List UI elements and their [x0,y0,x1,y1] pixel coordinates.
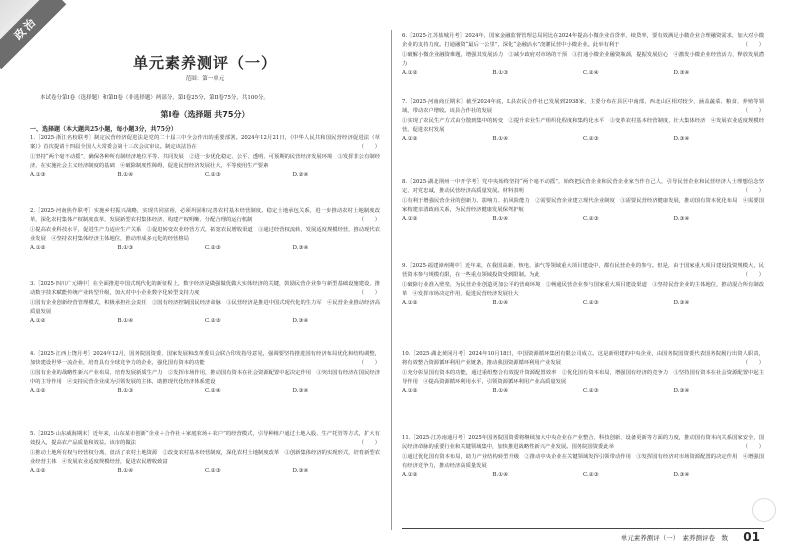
question-1: 1.［2025·浙江名校联考］制定民营经济促进法是党的二十届三中全会作出的重要部署。2024年12月21日，《中华人民共和国民营经济促进法（草案）》首次提请十四届全国人大常委会第十三次会议审议。制定该法旨在 （ ） ①坚持“两个毫不动摇”，确保各种所有制经济地位平等、共同发展 ②进一步优化稳定、公平、透明、可预期的民营经济发展环境 ③发挥非公有制经济，在实施社会主义经济制度的基础 ④破除制度性障碍，促进民营经济发展壮大，平等使用生产要素 A.①③ B.①④ C.②③ D.②④ [30,135,380,179]
question-5: 5.［2025·山东威海期末］近年来，山东某市创新“企业＋合作社＋家庭农场＋农户”的经营模式，引导种植户通过土地入股、生产托管等方式，扩大有效投入，提高农产品质量和效益。该市的做法 （ ） ①推动土地所有权与经营权分离，盘活了农村土地资源 ②改变农村基本经营制度，深化农村土地制度改革 ③创新集体经济的实现形式，培育新型农业经营主体 ④发展农业适度规模经营，促进农民增收致富 A.①② B.①④ C.②③ D.③④ [30,431,380,475]
left-column [30,0,380,556]
watermark-stamp [752,498,776,522]
footer-label: 单元素养测评（一） 素养测评卷 数 [620,534,728,542]
column-divider [391,30,392,530]
question-11: 11.［2025·江苏南通月考］2025年国务院国资委将继续加大中央企业在产业整合、科技创新、设备更新等方面的力度，推动国有资本向关系国家安全、国民经济命脉的重要行业和关键领域集中，加快推进战略性新兴产业发展。国务院国资委此举 （ ） ①通过优化国有资本布局，助力产业结构转型升级 ②推动中央企业在关键领域发挥引领带动作用 ③发挥国有经济对市场资源配置的决定作用 ④增强国有经济竞争力，推动经济高质量发展 A.①② B.①④ C.②③ D.③④ [402,435,764,479]
question-10: 10.［2025·湖北黄冈月考］2024年10月18日，中国资源循环集团有限公司成立。这是新组建的中央企业，由国务院国资委代表国务院履行出资人职责，将有效整合资源循环利用产业链条，推动我国资源循环利用产业发展 （ ） ①充分彰显国有资本的功能，通过重组整合有效提升资源配置效率 ②优化国有资本布局，增强国有经济的竞争力 ③坚持国有资本在社会资源配置中起主导作用 ④提高资源循环利用水平，引领资源循环利用产业高质量发展 A.①② B.①④ C.②③ D.③④ [402,351,764,395]
exam-scope: 范围：第一单元 [185,76,225,82]
question-9: 9.［2025·福建漳州期中］近年来，在我国高新、核电、油气等领域重大项目建设中，都有民营企业的参与。但是，由于国家重大项目建设投资规模大，民营资本参与规模有限，在一些重点领域投资受到限制。为此 （ ） ①破除行业准入壁垒，为民营企业创造更加公平的营商环境 ②畅通民营企业参与国家重大项目建设渠道 ③坚持民营企业的主体地位，推动混合所有制改革 ④发挥市场决定作用，促进民营经济发展壮大 A.①② B.①④ C.②③ D.③④ [402,263,764,307]
question-2: 2.［2025·河南焦作联考］实施乡村振兴战略，实现共同富裕，必须巩固和完善农村基本经营制度。稳定土地承包关系，进一步推动农村土地制度改革，深化农村集体产权制度改革，发展新型农村集体经济，构建产权明晰、分配合理的运行机制 （ ） ①提高农业科技水平，促进生产力适应生产关系 ②促进转变农业经营方式，拓宽农民增收渠道 ③通过经营权流转，发展适度规模经营，推动现代农业发展 ④坚持农村集体经济主体地位，推动形成多元化的经营格局 A.①② B.①③ C.②③ D.③④ [30,208,380,252]
question-6: 6.［2025·江苏盐城月考］2024年，国家金融监督管理总局同比在2024年提高小微企业首贷率、续贷率，要有效满足小微企业合理融资需求，加大对小微企业的支持力度。打通融资“最后一公里”，深化“金融活水”浇灌民营中小微企业。此举有利于 （ ） ①破解小微企业融资难题，增强其发展活力 ②减少政府对市场的干预 ③打通小微企业融资瓶颈，提振发展信心 ④激发小微企业经营活力，释放发展潜力 A.①② B.①③ C.②④ D.③④ [402,33,764,77]
section-heading: 一、选择题（本大题共25小题，每小题3分，共75分） [30,126,177,133]
page-footer [402,528,764,545]
right-column [402,0,764,526]
question-7: 7.［2025·河南商丘期末］截至2024年底，L县农民合作社已发展到2938家，主要分布在县区中南部，西北山区相对较少，涵盖蔬菜、粮食、养殖等领域，带动农户增收。该县合作社的发展 （ ） ①实现了农民生产方式由分散到集中的转变 ②提升农业生产组织化程度和集约化水平 ③变革农村基本经营制度，壮大集体经济 ④发展农业适度规模经营，促进农村发展 A.①② B.①④ C.②③ D.③④ [402,99,764,143]
question-8: 8.［2025·湖北荆州一中开学考］党中央始终坚持“两个毫不动摇”，始终把民营企业和民营企业家当作自己人，引导民营企业和民营经济人士理想信念坚定、对党忠诚，推动民营经济高质量发展。材料表明 （ ） ①有利于增强民营企业的创新力、影响力、抗风险能力 ②需要民营企业建立现代企业制度 ③需要民营经济健康发展，推动国有资本优化布局 ④需要国家构建亲清政商关系，为民营经济健康发展保驾护航 A.①② B.①④ C.②③ D.③④ [402,179,764,223]
question-3: 3.［2025·四川广元期中］在全面推进中国式现代化的新征程上，数字经济是做强做优做大实体经济的关键，鼓励民营企业参与新型基础设施建设，推动数字技术赋能传统产业转型升级，加大对中小企业数字化转型支持力度 （ ） ①国有企业创新经营管理模式，积极承担社会责任 ②国有经济控制国民经济命脉 ③民营经济是推进中国式现代化的生力军 ④民营企业推动经济高质量发展 A.①② B.①④ C.②③ D.③④ [30,281,380,325]
page-title: 单元素养测评（一） [132,54,277,72]
subject-ribbon: 政治 [0,0,66,69]
volume-heading: 第Ⅰ卷（选择题 共75分） [160,110,250,119]
page-number: 01 [743,530,760,544]
exam-note: 本试卷分第Ⅰ卷（选择题）和第Ⅱ卷（非选择题）两部分，第Ⅰ卷25分，第Ⅱ卷75分，共100分。 [40,95,269,101]
question-4: 4.［2025·江西上饶月考］2024年12月，国务院国资委、国家发展和改革委员会联合印发指导意见，强调要坚持推进国有经济布局优化和结构调整，加快建设世界一流企业，培育具有全球竞争力的企业，强化国有资本的功能 （ ） ①国有企业的战略性新兴产业布局，培育发展新质生产力 ②发挥市场作用，推动国有资本在社会资源配置中起决定作用 ③突出国有经济在国民经济中的主导作用 ④支持民营企业成为引领发展的主体，助推现代化经济体系建设 A.①② B.①③ C.②④ D.③④ [30,351,380,395]
